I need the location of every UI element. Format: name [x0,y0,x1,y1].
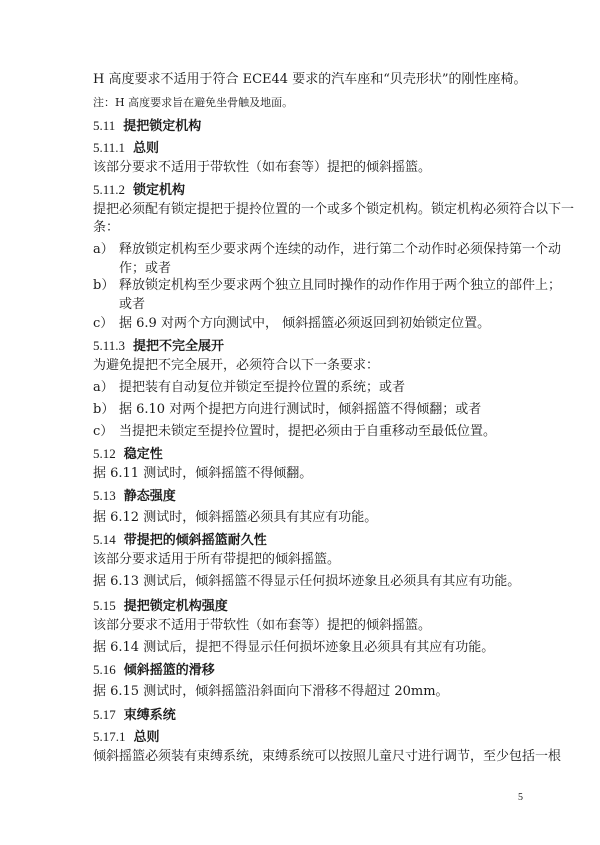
section-number: 5.15 [93,598,116,613]
section-number: 5.11 [93,118,116,133]
section-title: 总则 [133,730,160,745]
section-number: 5.11.1 [93,140,126,155]
list-item [93,380,533,398]
section-number: 5.11.2 [93,182,126,197]
paragraph: 据 6.11 测试时，倾斜摇篮不得倾翻。 [93,466,313,481]
section-heading-5-11-2 [93,182,533,199]
list-text: 据 6.10 对两个提把方向进行测试时，倾斜摇篮不得倾翻；或者 [119,402,482,417]
paragraph: 该部分要求不适用于带软性（如布套等）提把的倾斜摇篮。 [93,160,432,175]
list-item [93,424,533,442]
section-heading-5-14 [93,532,533,549]
section-title: 提把锁定机构 [123,119,202,134]
paragraph: 据 6.14 测试后，提把不得显示任何损坏迹象且必须具有其应有功能。 [93,640,495,655]
paragraph: 该部分要求适用于所有带提把的倾斜摇篮。 [93,552,341,567]
section-heading-5-12 [93,446,533,463]
list-item [93,402,533,420]
section-heading-5-16 [93,662,533,679]
section-title: 稳定性 [123,447,163,462]
list-text: 作；或者 [119,261,172,276]
paragraph: H 高度要求不适用于符合 ECE44 要求的汽车座和“贝壳形状”的刚性座椅。 [93,72,527,87]
list-item [93,278,562,314]
section-title: 总则 [133,141,160,156]
page-number: 5 [518,792,523,803]
list-text: 或者 [119,297,146,312]
list-marker: b） [93,402,115,417]
section-number: 5.16 [93,662,116,677]
section-number: 5.14 [93,532,116,547]
list-text: 释放锁定机构至少要求两个独立且同时操作的动作作用于两个独立的部件上； [119,278,562,293]
section-title: 提把不完全展开 [133,339,225,354]
section-title: 带提把的倾斜摇篮耐久性 [123,533,267,548]
section-heading-5-11-1 [93,140,533,157]
list-marker: b） [93,278,115,293]
section-number: 5.11.3 [93,338,126,353]
paragraph: 据 6.13 测试后，倾斜摇篮不得显示任何损坏迹象且必须具有其应有功能。 [93,574,521,589]
paragraph: 条： [93,220,120,235]
section-heading-5-13 [93,488,533,505]
paragraph: 为避免提把不完全展开，必须符合以下一条要求： [93,358,380,373]
list-item [93,242,562,278]
paragraph: 该部分要求不适用于带软性（如布套等）提把的倾斜摇篮。 [93,618,432,633]
section-number: 5.12 [93,446,116,461]
section-heading-5-17 [93,707,533,724]
list-item [93,316,533,334]
list-marker: c） [93,316,114,331]
list-marker: a） [93,380,114,395]
note: 注：H 高度要求旨在避免坐骨触及地面。 [93,96,294,109]
section-heading-5-17-1 [93,729,533,746]
list-marker: a） [93,242,114,257]
section-title: 倾斜摇篮的滑移 [123,663,215,678]
section-number: 5.17.1 [93,729,126,744]
list-text: 据 6.9 对两个方向测试中， 倾斜摇篮必须返回到初始锁定位置。 [119,316,491,331]
paragraph: 据 6.12 测试时，倾斜摇篮必须具有其应有功能。 [93,510,378,525]
section-heading-5-11 [93,118,533,135]
section-title: 束缚系统 [123,708,176,723]
section-title: 静态强度 [123,489,176,504]
list-marker: c） [93,424,114,439]
section-heading-5-11-3 [93,338,533,355]
paragraph: 提把必须配有锁定提把于提拎位置的一个或多个锁定机构。锁定机构必须符合以下一 [93,202,575,217]
list-text: 释放锁定机构至少要求两个连续的动作，进行第二个动作时必须保持第一个动 [119,242,562,257]
list-text: 当提把未锁定至提拎位置时，提把必须由于自重移动至最低位置。 [119,424,497,439]
section-heading-5-15 [93,598,533,615]
section-number: 5.17 [93,707,116,722]
paragraph: 倾斜摇篮必须装有束缚系统，束缚系统可以按照儿童尺寸进行调节，至少包括一根 [93,749,562,764]
section-number: 5.13 [93,488,116,503]
list-text: 提把装有自动复位并锁定至提拎位置的系统；或者 [119,380,406,395]
section-title: 锁定机构 [133,183,186,198]
section-title: 提把锁定机构强度 [123,599,228,614]
paragraph: 据 6.15 测试时，倾斜摇篮沿斜面向下滑移不得超过 20mm。 [93,684,449,699]
